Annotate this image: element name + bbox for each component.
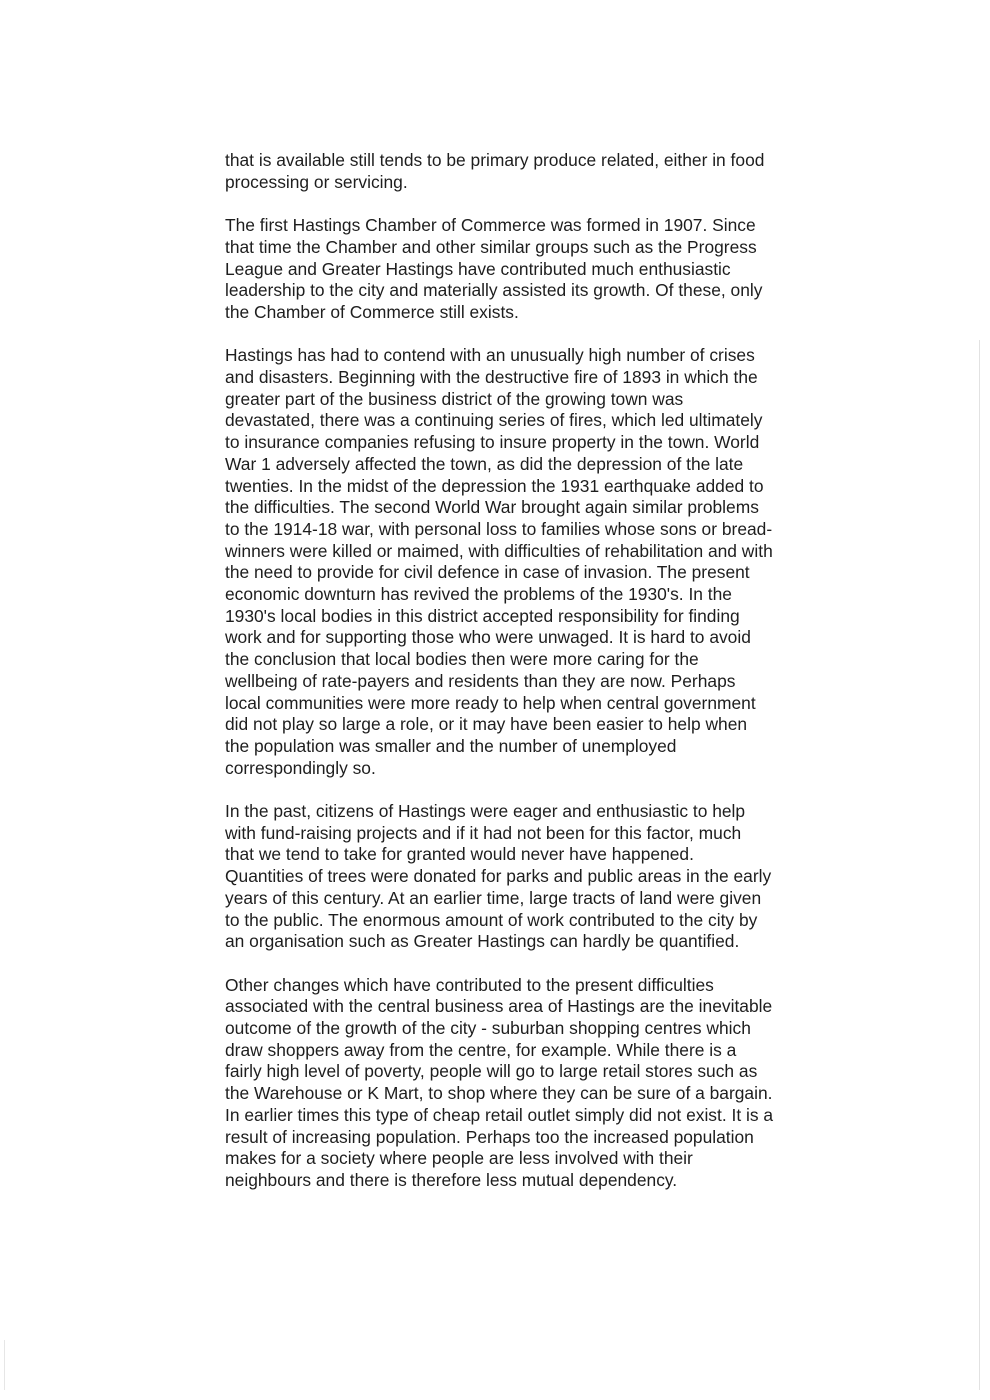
- text-line: the need to provide for civil defence in case of invasion. The present: [225, 562, 750, 583]
- text-line: and disasters. Beginning with the destructive fire of 1893 in which the: [225, 367, 758, 387]
- text-line: greater part of the business district of the growing town was: [225, 388, 684, 409]
- text-line: correspondingly so.: [225, 757, 376, 778]
- paragraph-4: [225, 801, 825, 953]
- text-line: Quantities of trees were donated for parks and public areas in the early: [225, 866, 772, 887]
- text-line: that time the Chamber and other similar groups such as the Progress: [225, 236, 757, 257]
- text-line: League and Greater Hastings have contributed much enthusiastic: [225, 258, 731, 279]
- paragraph-5: [225, 975, 825, 1192]
- text-line: draw shoppers away from the centre, for example. While there is a: [225, 1039, 737, 1060]
- text-line: 1930's local bodies in this district accepted responsibility for finding: [225, 605, 740, 626]
- text-line: the Chamber of Commerce still exists.: [225, 301, 519, 322]
- text-line: years of this century. At an earlier time, large tracts of land were given: [225, 887, 762, 908]
- text-line: local communities were more ready to help when central government: [225, 692, 756, 713]
- text-line: Other changes which have contributed to the present difficulties: [225, 974, 714, 995]
- paragraph-1: [225, 150, 825, 193]
- text-line: fairly high level of poverty, people will go to large retail stores such as: [225, 1061, 758, 1082]
- text-line: neighbours and there is therefore less mutual dependency.: [225, 1169, 678, 1190]
- text-line: the difficulties. The second World War brought again similar problems: [225, 497, 759, 518]
- text-line: economic downturn has revived the problems of the 1930's. In the: [225, 584, 732, 605]
- text-line: the conclusion that local bodies then were more caring for the: [225, 649, 699, 670]
- text-line: that we tend to take for granted would never have happened.: [225, 844, 694, 865]
- text-line: the Warehouse or K Mart, to shop where they can be sure of a bargain.: [225, 1083, 773, 1104]
- text-line: War 1 adversely affected the town, as did the depression of the late: [225, 453, 744, 474]
- text-line: that is available still tends to be primary produce related, either in food: [225, 150, 765, 170]
- text-line: outcome of the growth of the city - suburban shopping centres which: [225, 1018, 751, 1039]
- text-line: associated with the central business area of Hastings are the inevitable: [225, 996, 773, 1017]
- text-line: work and for supporting those who were unwaged. It is hard to avoid: [225, 627, 751, 648]
- text-line: In the past, citizens of Hastings were eager and enthusiastic to help: [225, 801, 746, 822]
- text-line: an organisation such as Greater Hastings can hardly be quantified.: [225, 931, 740, 952]
- text-line: wellbeing of rate-payers and residents than they are now. Perhaps: [225, 670, 736, 691]
- text-line: the population was smaller and the number of unemployed: [225, 735, 677, 756]
- text-line: to insurance companies refusing to insure property in the town. World: [225, 432, 760, 453]
- scan-edge-line: [979, 340, 980, 1390]
- text-line: makes for a society where people are less involved with their: [225, 1148, 693, 1169]
- text-line: processing or servicing.: [225, 171, 408, 192]
- body-text: [225, 150, 825, 1213]
- text-line: twenties. In the midst of the depression the 1931 earthquake added to: [225, 475, 764, 496]
- text-line: did not play so large a role, or it may have been easier to help when: [225, 714, 748, 735]
- paragraph-3: [225, 345, 825, 779]
- scan-edge-mark: [4, 1340, 5, 1390]
- text-line: to the 1914-18 war, with personal loss to families whose sons or bread-: [225, 518, 773, 539]
- text-line: devastated, there was a continuing series of fires, which led ultimately: [225, 410, 763, 431]
- text-line: The first Hastings Chamber of Commerce was formed in 1907. Since: [225, 215, 756, 236]
- paragraph-2: [225, 215, 825, 324]
- text-line: In earlier times this type of cheap retail outlet simply did not exist. It is a: [225, 1104, 774, 1125]
- text-line: with fund-raising projects and if it had not been for this factor, much: [225, 822, 742, 843]
- text-line: leadership to the city and materially assisted its growth. Of these, only: [225, 280, 763, 301]
- text-line: result of increasing population. Perhaps too the increased population: [225, 1126, 754, 1147]
- text-line: Hastings has had to contend with an unusually high number of crises: [225, 345, 755, 366]
- text-line: to the public. The enormous amount of work contributed to the city by: [225, 909, 758, 930]
- text-line: winners were killed or maimed, with difficulties of rehabilitation and with: [225, 540, 773, 561]
